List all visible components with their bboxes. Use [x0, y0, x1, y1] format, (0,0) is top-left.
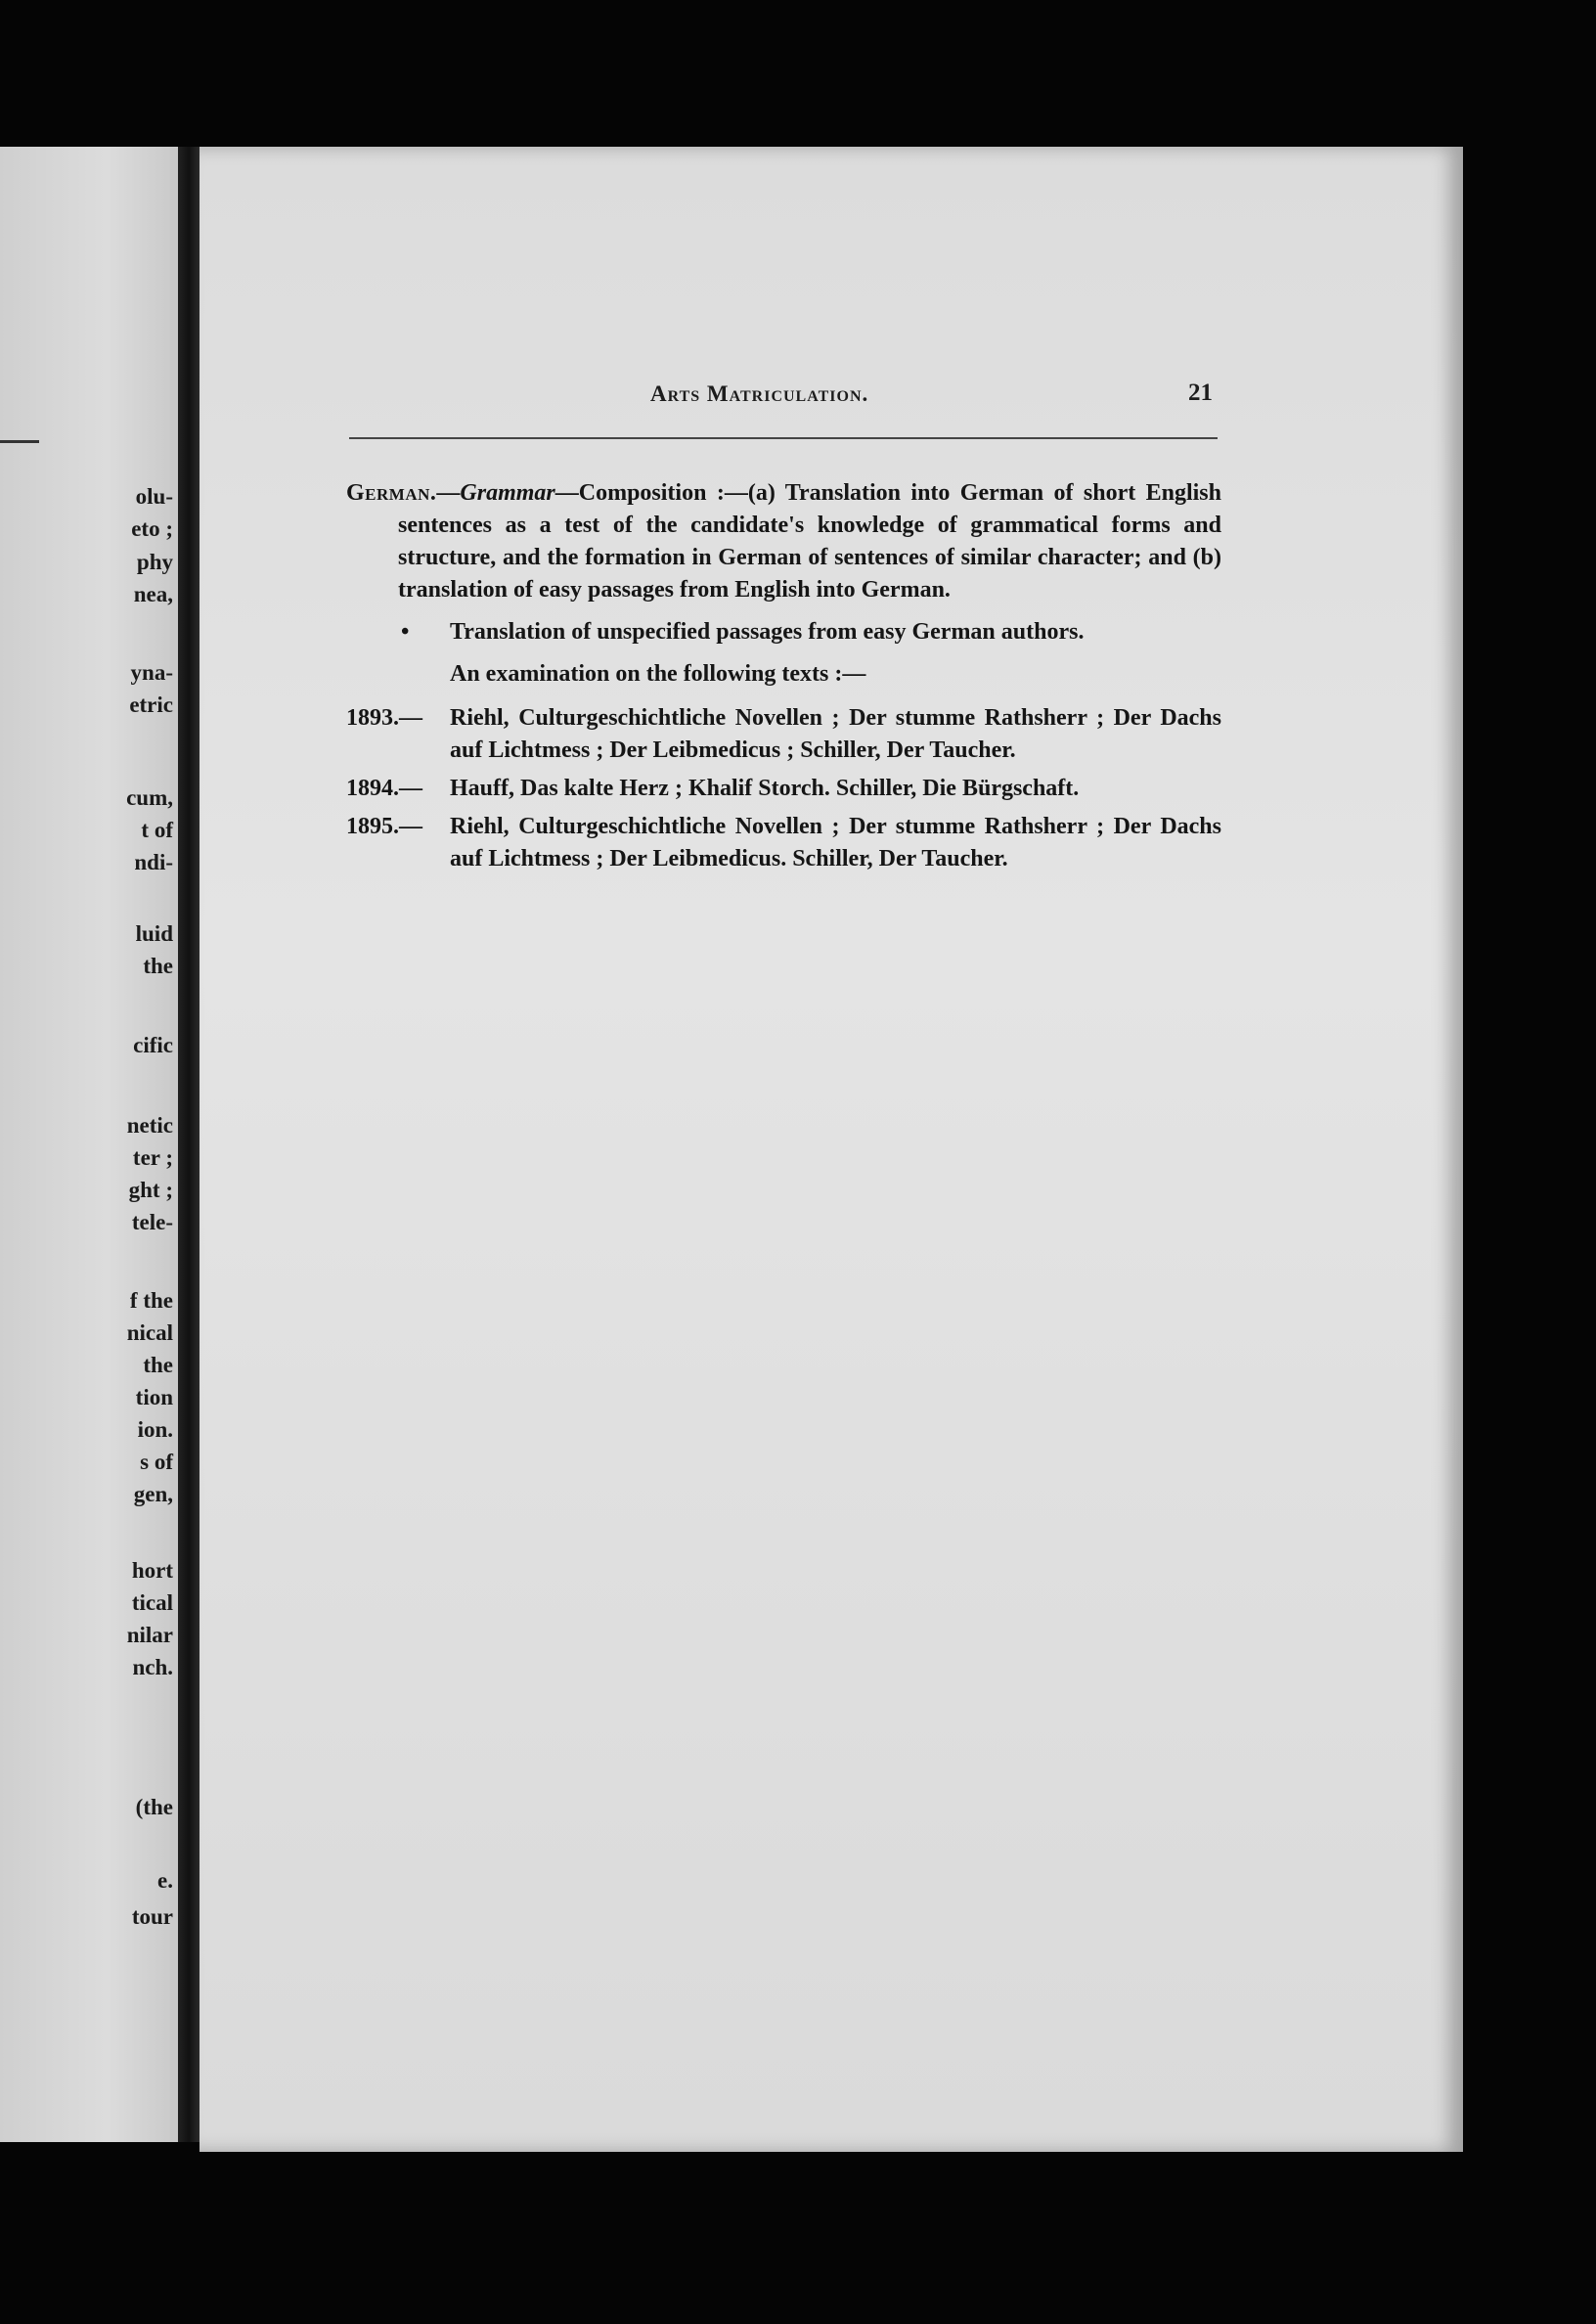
running-title: Arts Matriculation.: [650, 381, 869, 406]
year-label: 1893.—: [346, 705, 422, 731]
facing-page-fragment: tical: [131, 1590, 173, 1615]
facing-page-fragment: s of: [140, 1450, 173, 1474]
section-lead: German.: [346, 480, 437, 506]
facing-page-fragment: e.: [157, 1868, 173, 1893]
facing-page: [0, 147, 178, 2142]
facing-page-fragment: hort: [131, 1558, 173, 1583]
year-label: 1894.—: [346, 776, 422, 801]
text-list: Riehl, Culturgeschichtliche Novellen ; Der stumme Rathsherr ; Der Dachs auf Lichtmess ; Der Leibmedicus. Schiller, Der Taucher.: [450, 814, 1221, 872]
facing-page-fragment: gen,: [133, 1482, 173, 1506]
facing-page-rule: [0, 440, 39, 443]
bullet-text: Translation of unspecified passages from easy German authors.: [450, 619, 1085, 645]
facing-page-fragment: tele-: [131, 1210, 173, 1234]
text-list: Riehl, Culturgeschichtliche Novellen ; Der stumme Rathsherr ; Der Dachs auf Lichtmess ; Der Leibmedicus ; Schiller, Der Taucher.: [450, 705, 1221, 763]
header-rule: [349, 437, 1218, 439]
german-section: [346, 477, 1221, 875]
dash: —: [554, 480, 579, 506]
exam-intro: An examination on the following texts :—: [450, 661, 866, 687]
grammar-label: Grammar: [460, 480, 555, 506]
facing-page-fragment: the: [143, 954, 173, 978]
year-label: 1895.—: [346, 814, 422, 839]
facing-page-fragment: luid: [135, 921, 173, 946]
text-list: Hauff, Das kalte Herz ; Khalif Storch. Schiller, Die Bürgschaft.: [450, 776, 1080, 801]
text-entry-1893: [346, 702, 1221, 767]
main-page: [200, 147, 1463, 2152]
facing-page-fragment: olu-: [135, 484, 173, 509]
facing-page-fragment: phy: [136, 550, 173, 574]
facing-page-fragment: tour: [131, 1904, 173, 1929]
text-entry-1895: [346, 811, 1221, 875]
german-requirements-paragraph: [346, 477, 1221, 606]
facing-page-fragment: ndi-: [134, 850, 173, 874]
bullet-icon: •: [401, 619, 410, 645]
facing-page-fragment: etric: [129, 693, 173, 717]
facing-page-fragment: f the: [129, 1288, 173, 1313]
facing-page-fragment: the: [143, 1353, 173, 1377]
facing-page-fragment: cific: [133, 1033, 173, 1057]
text-entry-1894: [346, 773, 1221, 805]
facing-page-fragment: netic: [126, 1113, 173, 1138]
dash: —: [436, 480, 461, 506]
facing-page-fragment: ght ;: [128, 1178, 173, 1202]
facing-page-fragment: yna-: [130, 660, 173, 685]
facing-page-fragment: cum,: [126, 785, 173, 810]
book-gutter: [178, 147, 200, 2142]
facing-page-fragment: ion.: [137, 1417, 173, 1442]
facing-page-fragment: (the: [135, 1795, 173, 1819]
facing-page-fragment: ter ;: [132, 1145, 173, 1170]
unspecified-passages-item: [346, 616, 1221, 648]
facing-page-fragment: nilar: [126, 1623, 173, 1647]
page-number: 21: [1188, 380, 1213, 406]
facing-page-fragment: tion: [135, 1385, 173, 1409]
facing-page-fragment: nea,: [133, 582, 173, 606]
facing-page-fragment: eto ;: [131, 516, 173, 541]
facing-page-fragment: nch.: [132, 1655, 173, 1679]
facing-page-fragment: t of: [141, 818, 173, 842]
facing-page-fragment: nical: [126, 1320, 173, 1345]
composition-text: Composition :—(a) Translation into German of short English sentences as a test of the candidate's knowledge of grammatical forms and structure, and the formation in German of sentences of similar character; and (b) translation of easy passages from English into German.: [398, 480, 1221, 603]
